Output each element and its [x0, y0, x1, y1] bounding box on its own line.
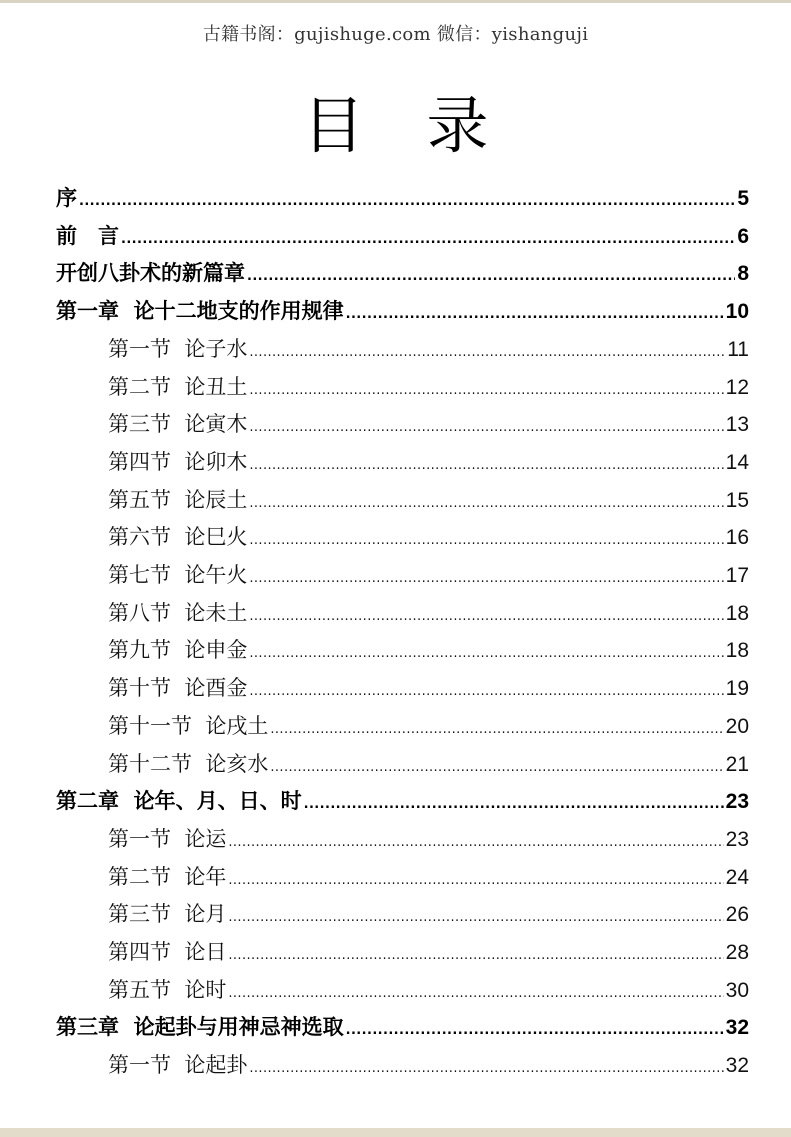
toc-entry-label: 第三节 论寅木 — [108, 412, 248, 436]
toc-page-number: 8 — [737, 262, 749, 285]
toc-section-row[interactable] — [108, 975, 749, 1005]
toc-chapter-row[interactable] — [56, 786, 749, 816]
toc-page-number: 28 — [725, 941, 749, 964]
toc-page-number: 13 — [725, 413, 749, 436]
toc-entry-label: 第二节 论丑土 — [108, 375, 248, 399]
page-title: 目 录 — [302, 89, 489, 162]
toc-entry-label: 第十一节 论戌土 — [108, 714, 269, 738]
toc-dot-leader — [304, 790, 724, 820]
toc-dot-leader — [228, 903, 723, 933]
toc-entry-label: 第七节 论午火 — [108, 563, 248, 587]
toc-entry-label: 开创八卦术的新篇章 — [56, 261, 245, 285]
toc-entry-label: 第六节 论巳火 — [108, 525, 248, 549]
toc-section-row[interactable] — [108, 899, 749, 929]
toc-page-number: 23 — [725, 828, 749, 851]
toc-section-row[interactable] — [108, 749, 749, 779]
toc-dot-leader — [249, 677, 723, 707]
watermark-header: 古籍书阁：gujishuge.com 微信：yishanguji — [202, 24, 589, 45]
toc-page-number: 16 — [725, 526, 749, 549]
toc-section-row[interactable] — [108, 862, 749, 892]
toc-dot-leader — [346, 300, 724, 330]
toc-entry-label: 第四节 论卯木 — [108, 450, 248, 474]
page-top-border — [0, 0, 791, 3]
toc-page-number: 14 — [725, 451, 749, 474]
toc-section-row[interactable] — [108, 560, 749, 590]
toc-page-number: 6 — [737, 225, 749, 248]
toc-dot-leader — [228, 828, 723, 858]
toc-dot-leader — [249, 338, 725, 368]
toc-entry-label: 序 — [56, 186, 77, 210]
toc-page-number: 17 — [725, 564, 749, 587]
toc-chapter-row[interactable] — [56, 1012, 749, 1042]
toc-entry-label: 第三节 论月 — [108, 902, 227, 926]
toc-section-row[interactable] — [108, 372, 749, 402]
toc-entry-label: 第一章 论十二地支的作用规律 — [56, 299, 344, 323]
toc-entry-label: 前 言 — [56, 224, 119, 248]
toc-chapter-row[interactable] — [56, 221, 749, 251]
toc-page-number: 5 — [737, 187, 749, 210]
toc-entry-label: 第一节 论起卦 — [108, 1053, 248, 1077]
toc-section-row[interactable] — [108, 711, 749, 741]
toc-entry-label: 第十节 论酉金 — [108, 676, 248, 700]
toc-chapter-row[interactable] — [56, 296, 749, 326]
toc-section-row[interactable] — [108, 824, 749, 854]
toc-section-row[interactable] — [108, 485, 749, 515]
toc-section-row[interactable] — [108, 1050, 749, 1080]
toc-entry-label: 第五节 论时 — [108, 978, 227, 1002]
toc-page-number: 18 — [725, 602, 749, 625]
toc-dot-leader — [249, 564, 723, 594]
toc-dot-leader — [249, 489, 723, 519]
toc-section-row[interactable] — [108, 334, 749, 364]
toc-section-row[interactable] — [108, 522, 749, 552]
toc-entry-label: 第四节 论日 — [108, 940, 227, 964]
toc-section-row[interactable] — [108, 598, 749, 628]
toc-page-number: 21 — [725, 753, 749, 776]
toc-chapter-row[interactable] — [56, 183, 749, 213]
toc-dot-leader — [270, 715, 723, 745]
toc-entry-label: 第一节 论子水 — [108, 337, 248, 361]
toc-page-number: 19 — [725, 677, 749, 700]
toc-page-number: 15 — [725, 489, 749, 512]
toc-section-row[interactable] — [108, 409, 749, 439]
toc-page-number: 23 — [725, 790, 749, 813]
toc-page-number: 24 — [725, 866, 749, 889]
toc-dot-leader — [249, 602, 723, 632]
toc-section-row[interactable] — [108, 635, 749, 665]
toc-dot-leader — [228, 979, 723, 1009]
toc-dot-leader — [228, 866, 723, 896]
toc-dot-leader — [249, 376, 723, 406]
page-bottom-border — [0, 1128, 791, 1137]
toc-dot-leader — [249, 1054, 723, 1084]
toc-entry-label: 第十二节 论亥水 — [108, 752, 269, 776]
toc-entry-label: 第八节 论未土 — [108, 601, 248, 625]
toc-page-number: 10 — [725, 300, 749, 323]
toc-dot-leader — [121, 225, 735, 255]
toc-page-number: 32 — [725, 1054, 749, 1077]
toc-dot-leader — [249, 639, 723, 669]
toc-entry-label: 第九节 论申金 — [108, 638, 248, 662]
toc-entry-label: 第二章 论年、月、日、时 — [56, 789, 302, 813]
toc-dot-leader — [346, 1016, 724, 1046]
toc-dot-leader — [228, 941, 723, 971]
toc-page-number: 18 — [725, 639, 749, 662]
toc-page-number: 30 — [725, 979, 749, 1002]
toc-page-number: 20 — [725, 715, 749, 738]
toc-section-row[interactable] — [108, 937, 749, 967]
toc-page-number: 32 — [725, 1016, 749, 1039]
toc-section-row[interactable] — [108, 447, 749, 477]
toc-page-number: 11 — [727, 338, 749, 361]
toc-page-number: 12 — [725, 376, 749, 399]
toc-entry-label: 第一节 论运 — [108, 827, 227, 851]
toc-dot-leader — [249, 413, 723, 443]
toc-page-number: 26 — [725, 903, 749, 926]
toc-dot-leader — [247, 262, 735, 292]
toc-entry-label: 第三章 论起卦与用神忌神选取 — [56, 1015, 344, 1039]
toc-dot-leader — [270, 753, 723, 783]
toc-section-row[interactable] — [108, 673, 749, 703]
toc-entry-label: 第二节 论年 — [108, 865, 227, 889]
toc-entry-label: 第五节 论辰土 — [108, 488, 248, 512]
toc-dot-leader — [79, 187, 735, 217]
toc-chapter-row[interactable] — [56, 258, 749, 288]
toc-dot-leader — [249, 451, 723, 481]
toc-dot-leader — [249, 526, 723, 556]
